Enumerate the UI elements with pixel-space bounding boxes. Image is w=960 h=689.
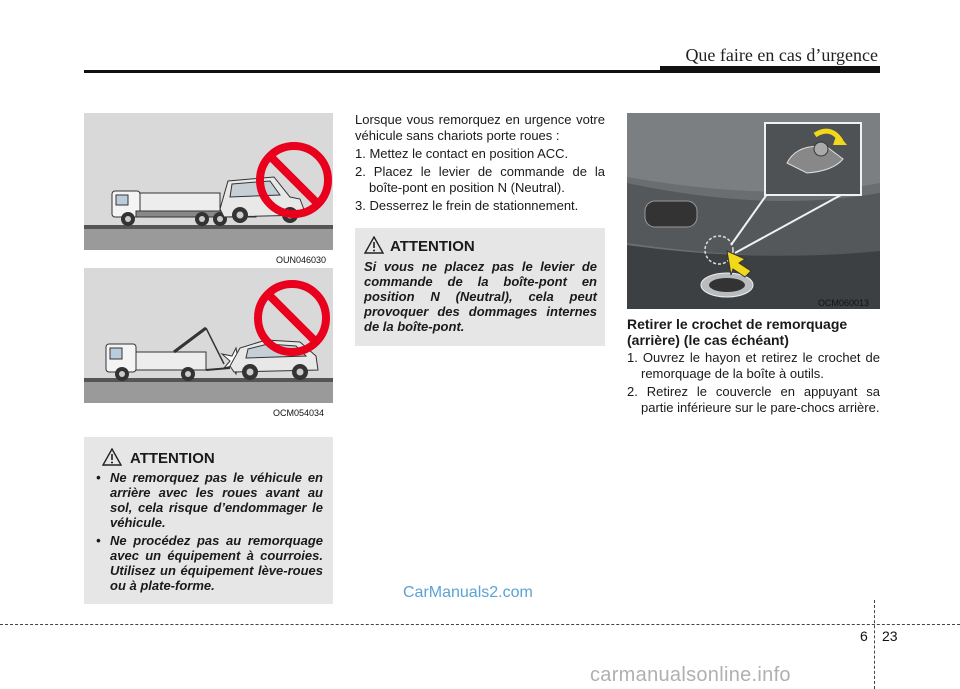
wheel-lift-tow-illustration bbox=[84, 268, 333, 403]
step-1: 1. Mettez le contact en position ACC. bbox=[355, 146, 569, 161]
towing-instructions bbox=[355, 112, 605, 216]
section-title: Que faire en cas d’urgence bbox=[685, 45, 878, 65]
chapter-number: 6 bbox=[860, 628, 868, 644]
step-2: 2. Retirez le couvercle en appuyant sa partie inférieure sur le pare-chocs arrière. bbox=[627, 384, 880, 415]
page-number: 23 bbox=[882, 628, 898, 644]
warning-item bbox=[96, 533, 323, 593]
figure-code: OCM060013 bbox=[818, 298, 870, 308]
warning-box-towing bbox=[84, 437, 333, 604]
warning-list bbox=[96, 470, 323, 593]
bullet: • bbox=[96, 533, 101, 548]
footer-divider bbox=[874, 600, 875, 689]
watermark-carmanuals[interactable]: CarManuals2.com bbox=[403, 584, 533, 601]
figure-code: OCM054034 bbox=[273, 408, 325, 418]
figure-wheel-lift-tow bbox=[84, 268, 333, 403]
warning-item-text: Ne procédez pas au remorquage avec un équipement à courroies. Utilisez un équipement lève-roues ou à plate-forme. bbox=[110, 533, 323, 593]
figure-rear-bumper bbox=[627, 113, 880, 309]
step-1: 1. Ouvrez le hayon et retirez le crochet de remorquage de la boîte à outils. bbox=[627, 350, 880, 381]
footer-rule bbox=[0, 624, 960, 625]
hook-removal-steps bbox=[627, 350, 880, 418]
figure-flatbed-tow bbox=[84, 113, 333, 250]
flatbed-tow-illustration bbox=[84, 113, 333, 250]
warning-title: ATTENTION bbox=[390, 238, 475, 255]
section-heading: Retirer le crochet de remorquage (arrière) (le cas échéant) bbox=[627, 316, 848, 348]
warning-box-neutral bbox=[355, 228, 605, 346]
bullet: • bbox=[96, 470, 101, 485]
figure-code: OUN046030 bbox=[276, 255, 327, 265]
warning-item bbox=[96, 470, 323, 530]
intro-paragraph: Lorsque vous remorquez en urgence votre véhicule sans chariots porte roues : bbox=[355, 112, 605, 143]
step-3: 3. Desserrez le frein de stationnement. bbox=[355, 198, 579, 213]
warning-title: ATTENTION bbox=[130, 450, 215, 467]
warning-triangle-icon bbox=[364, 236, 384, 259]
warning-text: Si vous ne placez pas le levier de commande de la boîte-pont en position N (Neutral), cela peut provoquer des dommages internes de la boîte-pont. bbox=[364, 259, 597, 334]
rear-bumper-illustration bbox=[627, 113, 880, 309]
warning-triangle-icon bbox=[102, 448, 122, 471]
header-rule-accent bbox=[660, 66, 880, 71]
warning-item-text: Ne remorquez pas le véhicule en arrière avec les roues avant au sol, cela risque d’endommager le véhicule. bbox=[110, 470, 323, 530]
watermark-online[interactable]: carmanualsonline.info bbox=[590, 664, 791, 686]
step-2: 2. Placez le levier de commande de la boîte-pont en position N (Neutral). bbox=[355, 164, 605, 195]
